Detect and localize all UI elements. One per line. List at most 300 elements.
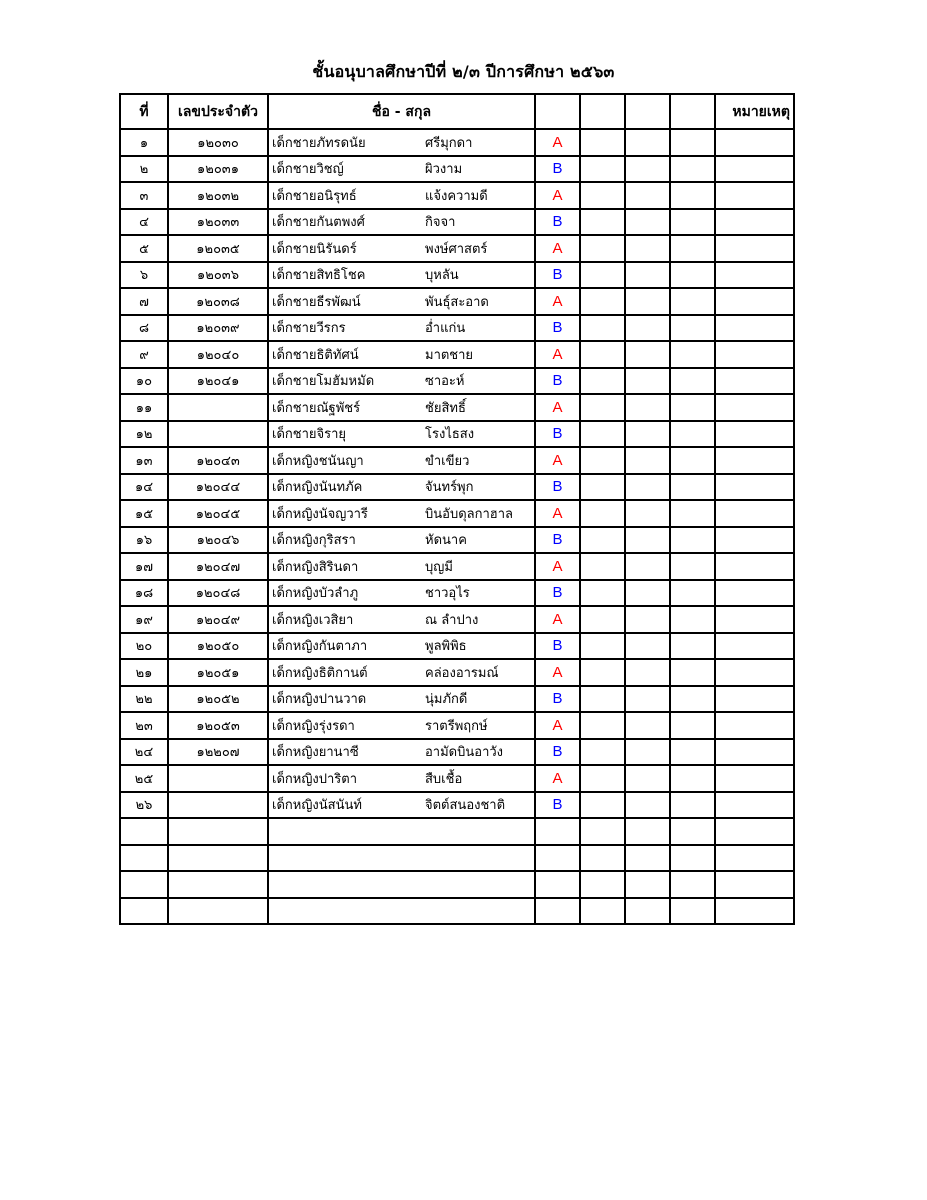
group-label: B bbox=[535, 156, 580, 183]
first-name: เด็กหญิงธิติกานต์ bbox=[272, 665, 368, 681]
last-name: แจ้งความดี bbox=[425, 188, 488, 204]
student-id: ๑๒๐๓๙ bbox=[168, 315, 268, 342]
note-cell bbox=[715, 262, 794, 289]
student-name-cell bbox=[268, 129, 535, 156]
note-cell bbox=[715, 580, 794, 607]
first-name: เด็กหญิงนัสนันท์ bbox=[272, 798, 362, 814]
last-name: บุหลัน bbox=[425, 268, 459, 284]
header-blank-4 bbox=[670, 94, 715, 129]
note-cell bbox=[715, 606, 794, 633]
empty-cell bbox=[625, 606, 670, 633]
last-name: นุ่มภักดี bbox=[425, 692, 468, 708]
note-cell bbox=[715, 474, 794, 501]
row-number: ๒๐ bbox=[120, 633, 168, 660]
group-label: B bbox=[535, 527, 580, 554]
empty-cell bbox=[625, 818, 670, 845]
last-name: พูลพิพิธ bbox=[425, 639, 467, 655]
student-name-cell bbox=[268, 553, 535, 580]
note-cell bbox=[715, 315, 794, 342]
empty-cell bbox=[670, 156, 715, 183]
last-name: หัดนาค bbox=[425, 533, 467, 549]
last-name: อามัดบินอาวัง bbox=[425, 745, 504, 761]
student-id: ๑๒๐๓๒ bbox=[168, 182, 268, 209]
empty-row bbox=[120, 818, 794, 845]
empty-cell bbox=[580, 368, 625, 395]
group-label: B bbox=[535, 580, 580, 607]
student-name-cell bbox=[268, 527, 535, 554]
group-label: B bbox=[535, 633, 580, 660]
table-row bbox=[120, 553, 794, 580]
empty-cell bbox=[670, 633, 715, 660]
student-name-cell bbox=[268, 341, 535, 368]
empty-cell bbox=[625, 898, 670, 925]
empty-cell bbox=[580, 659, 625, 686]
table-row bbox=[120, 209, 794, 236]
group-label: B bbox=[535, 262, 580, 289]
empty-cell bbox=[535, 898, 580, 925]
empty-cell bbox=[625, 235, 670, 262]
student-roster-table bbox=[119, 93, 795, 925]
empty-cell bbox=[670, 341, 715, 368]
empty-cell bbox=[580, 209, 625, 236]
empty-cell bbox=[715, 898, 794, 925]
empty-cell bbox=[580, 818, 625, 845]
student-name-cell bbox=[268, 315, 535, 342]
note-cell bbox=[715, 288, 794, 315]
empty-cell bbox=[625, 394, 670, 421]
header-blank-2 bbox=[580, 94, 625, 129]
empty-cell bbox=[625, 845, 670, 872]
empty-cell bbox=[625, 262, 670, 289]
note-cell bbox=[715, 156, 794, 183]
empty-cell bbox=[625, 527, 670, 554]
table-row bbox=[120, 739, 794, 766]
first-name: เด็กหญิงกุริสรา bbox=[272, 533, 356, 549]
first-name: เด็กชายภัทรดนัย bbox=[272, 135, 366, 151]
empty-cell bbox=[625, 659, 670, 686]
empty-cell bbox=[670, 474, 715, 501]
empty-cell bbox=[670, 368, 715, 395]
empty-cell bbox=[625, 368, 670, 395]
empty-cell bbox=[580, 129, 625, 156]
table-row bbox=[120, 474, 794, 501]
row-number: ๖ bbox=[120, 262, 168, 289]
row-number: ๑ bbox=[120, 129, 168, 156]
last-name: โรงไธสง bbox=[425, 427, 475, 443]
student-name-cell bbox=[268, 792, 535, 819]
empty-row bbox=[120, 898, 794, 925]
group-label: B bbox=[535, 686, 580, 713]
empty-cell bbox=[168, 898, 268, 925]
row-number: ๒๒ bbox=[120, 686, 168, 713]
table-row bbox=[120, 606, 794, 633]
empty-cell bbox=[580, 871, 625, 898]
empty-cell bbox=[580, 235, 625, 262]
empty-row bbox=[120, 845, 794, 872]
group-label: A bbox=[535, 129, 580, 156]
last-name: คล่องอารมณ์ bbox=[425, 665, 499, 681]
empty-cell bbox=[268, 898, 535, 925]
empty-cell bbox=[625, 421, 670, 448]
student-name-cell bbox=[268, 712, 535, 739]
table-row bbox=[120, 421, 794, 448]
student-name-cell bbox=[268, 235, 535, 262]
student-id bbox=[168, 421, 268, 448]
group-label: A bbox=[535, 712, 580, 739]
student-id: ๑๒๐๕๓ bbox=[168, 712, 268, 739]
first-name: เด็กหญิงปานวาด bbox=[272, 692, 367, 708]
empty-cell bbox=[625, 712, 670, 739]
first-name: เด็กชายสิทธิโชค bbox=[272, 268, 366, 284]
last-name: พงษ์ศาสตร์ bbox=[425, 241, 488, 257]
table-row bbox=[120, 792, 794, 819]
header-blank-1 bbox=[535, 94, 580, 129]
empty-cell bbox=[268, 818, 535, 845]
header-blank-3 bbox=[625, 94, 670, 129]
empty-cell bbox=[625, 553, 670, 580]
empty-cell bbox=[625, 871, 670, 898]
first-name: เด็กชายนิรันดร์ bbox=[272, 241, 357, 257]
row-number: ๑๒ bbox=[120, 421, 168, 448]
note-cell bbox=[715, 659, 794, 686]
empty-cell bbox=[670, 553, 715, 580]
empty-cell bbox=[670, 792, 715, 819]
first-name: เด็กชายโมฮัมหมัด bbox=[272, 374, 375, 390]
last-name: อ่ำแก่น bbox=[425, 321, 466, 337]
first-name: เด็กหญิงนันทภัค bbox=[272, 480, 363, 496]
empty-cell bbox=[580, 606, 625, 633]
empty-cell bbox=[580, 527, 625, 554]
student-id: ๑๒๐๓๖ bbox=[168, 262, 268, 289]
empty-cell bbox=[580, 315, 625, 342]
empty-cell bbox=[120, 898, 168, 925]
row-number: ๑๘ bbox=[120, 580, 168, 607]
empty-cell bbox=[670, 712, 715, 739]
row-number: ๒๕ bbox=[120, 765, 168, 792]
empty-cell bbox=[580, 421, 625, 448]
empty-cell bbox=[670, 394, 715, 421]
row-number: ๒๓ bbox=[120, 712, 168, 739]
empty-cell bbox=[625, 182, 670, 209]
header-student-id: เลขประจำตัว bbox=[168, 94, 268, 129]
empty-cell bbox=[670, 871, 715, 898]
empty-cell bbox=[168, 818, 268, 845]
group-label: A bbox=[535, 553, 580, 580]
empty-cell bbox=[670, 500, 715, 527]
first-name: เด็กหญิงนัจญวารี bbox=[272, 506, 368, 522]
student-id: ๑๒๐๕๒ bbox=[168, 686, 268, 713]
first-name: เด็กชายธิติทัศน์ bbox=[272, 347, 359, 363]
empty-cell bbox=[715, 871, 794, 898]
last-name: มาตชาย bbox=[425, 347, 474, 363]
header-no: ที่ bbox=[120, 94, 168, 129]
empty-cell bbox=[580, 845, 625, 872]
empty-cell bbox=[715, 845, 794, 872]
table-row bbox=[120, 712, 794, 739]
student-name-cell bbox=[268, 394, 535, 421]
empty-cell bbox=[670, 659, 715, 686]
last-name: บุญมี bbox=[425, 559, 453, 575]
student-name-cell bbox=[268, 474, 535, 501]
last-name: สืบเชื้อ bbox=[425, 771, 463, 787]
group-label: B bbox=[535, 315, 580, 342]
first-name: เด็กหญิงยานาซี bbox=[272, 745, 359, 761]
last-name: ซาอะห์ bbox=[425, 374, 465, 390]
student-name-cell bbox=[268, 659, 535, 686]
empty-cell bbox=[670, 606, 715, 633]
student-id: ๑๒๐๕๑ bbox=[168, 659, 268, 686]
last-name: ผิวงาม bbox=[425, 162, 463, 178]
student-id bbox=[168, 394, 268, 421]
table-row bbox=[120, 315, 794, 342]
empty-cell bbox=[580, 500, 625, 527]
row-number: ๑๑ bbox=[120, 394, 168, 421]
empty-cell bbox=[670, 898, 715, 925]
last-name: ณ ลำปาง bbox=[425, 612, 479, 628]
student-id: ๑๒๐๔๖ bbox=[168, 527, 268, 554]
student-name-cell bbox=[268, 262, 535, 289]
group-label: B bbox=[535, 421, 580, 448]
note-cell bbox=[715, 500, 794, 527]
first-name: เด็กหญิงปาริตา bbox=[272, 771, 358, 787]
group-label: B bbox=[535, 474, 580, 501]
row-number: ๕ bbox=[120, 235, 168, 262]
note-cell bbox=[715, 712, 794, 739]
table-row bbox=[120, 129, 794, 156]
empty-cell bbox=[670, 818, 715, 845]
empty-cell bbox=[168, 845, 268, 872]
last-name: บินอับดุลกาฮาล bbox=[425, 506, 513, 522]
empty-cell bbox=[625, 686, 670, 713]
note-cell bbox=[715, 368, 794, 395]
row-number: ๑๙ bbox=[120, 606, 168, 633]
student-id: ๑๒๐๔๑ bbox=[168, 368, 268, 395]
group-label: B bbox=[535, 792, 580, 819]
table-row bbox=[120, 368, 794, 395]
row-number: ๙ bbox=[120, 341, 168, 368]
empty-cell bbox=[120, 845, 168, 872]
empty-cell bbox=[580, 765, 625, 792]
note-cell bbox=[715, 765, 794, 792]
empty-cell bbox=[670, 765, 715, 792]
table-row bbox=[120, 182, 794, 209]
group-label: B bbox=[535, 368, 580, 395]
student-name-cell bbox=[268, 765, 535, 792]
first-name: เด็กชายกันตพงศ์ bbox=[272, 215, 365, 231]
empty-cell bbox=[580, 447, 625, 474]
empty-cell bbox=[535, 871, 580, 898]
note-cell bbox=[715, 633, 794, 660]
empty-cell bbox=[670, 182, 715, 209]
last-name: ราตรีพฤกษ์ bbox=[425, 718, 488, 734]
student-name-cell bbox=[268, 606, 535, 633]
student-id: ๑๒๐๔๐ bbox=[168, 341, 268, 368]
row-number: ๗ bbox=[120, 288, 168, 315]
empty-cell bbox=[580, 580, 625, 607]
first-name: เด็กชายจิรายุ bbox=[272, 427, 347, 443]
last-name: กิจจา bbox=[425, 215, 456, 231]
row-number: ๑๖ bbox=[120, 527, 168, 554]
first-name: เด็กหญิงชนันญา bbox=[272, 453, 364, 469]
student-id: ๑๒๐๔๗ bbox=[168, 553, 268, 580]
last-name: จันทร์พุก bbox=[425, 480, 474, 496]
table-row bbox=[120, 580, 794, 607]
row-number: ๑๓ bbox=[120, 447, 168, 474]
empty-cell bbox=[625, 633, 670, 660]
student-id: ๑๒๐๔๕ bbox=[168, 500, 268, 527]
empty-cell bbox=[625, 474, 670, 501]
student-id bbox=[168, 765, 268, 792]
group-label: A bbox=[535, 341, 580, 368]
row-number: ๓ bbox=[120, 182, 168, 209]
empty-cell bbox=[580, 686, 625, 713]
empty-cell bbox=[670, 686, 715, 713]
empty-cell bbox=[625, 739, 670, 766]
empty-cell bbox=[670, 739, 715, 766]
table-row bbox=[120, 156, 794, 183]
empty-cell bbox=[625, 792, 670, 819]
empty-cell bbox=[625, 288, 670, 315]
student-id: ๑๒๐๓๘ bbox=[168, 288, 268, 315]
table-row bbox=[120, 262, 794, 289]
group-label: A bbox=[535, 288, 580, 315]
empty-cell bbox=[535, 845, 580, 872]
note-cell bbox=[715, 792, 794, 819]
empty-cell bbox=[580, 792, 625, 819]
group-label: A bbox=[535, 394, 580, 421]
student-id: ๑๒๐๓๐ bbox=[168, 129, 268, 156]
header-name: ชื่อ - สกุล bbox=[268, 94, 535, 129]
empty-cell bbox=[670, 447, 715, 474]
empty-row bbox=[120, 871, 794, 898]
first-name: เด็กหญิงเวสิยา bbox=[272, 612, 354, 628]
last-name: ชัยสิทธิ์ bbox=[425, 400, 466, 416]
group-label: A bbox=[535, 500, 580, 527]
student-id: ๑๒๒๐๗ bbox=[168, 739, 268, 766]
student-name-cell bbox=[268, 421, 535, 448]
table-row bbox=[120, 686, 794, 713]
student-name-cell bbox=[268, 182, 535, 209]
student-id: ๑๒๐๔๓ bbox=[168, 447, 268, 474]
empty-cell bbox=[580, 288, 625, 315]
note-cell bbox=[715, 553, 794, 580]
empty-cell bbox=[580, 712, 625, 739]
row-number: ๒๖ bbox=[120, 792, 168, 819]
row-number: ๔ bbox=[120, 209, 168, 236]
empty-cell bbox=[625, 129, 670, 156]
first-name: เด็กหญิงสิรินดา bbox=[272, 559, 359, 575]
student-name-cell bbox=[268, 368, 535, 395]
empty-cell bbox=[670, 580, 715, 607]
empty-cell bbox=[120, 818, 168, 845]
empty-cell bbox=[580, 739, 625, 766]
empty-cell bbox=[670, 209, 715, 236]
first-name: เด็กชายธีรพัฒน์ bbox=[272, 294, 361, 310]
group-label: A bbox=[535, 235, 580, 262]
empty-cell bbox=[580, 182, 625, 209]
note-cell bbox=[715, 394, 794, 421]
student-id: ๑๒๐๕๐ bbox=[168, 633, 268, 660]
row-number: ๒๑ bbox=[120, 659, 168, 686]
note-cell bbox=[715, 686, 794, 713]
empty-cell bbox=[268, 871, 535, 898]
empty-cell bbox=[670, 288, 715, 315]
table-row bbox=[120, 659, 794, 686]
note-cell bbox=[715, 235, 794, 262]
student-name-cell bbox=[268, 739, 535, 766]
row-number: ๘ bbox=[120, 315, 168, 342]
student-id: ๑๒๐๓๕ bbox=[168, 235, 268, 262]
empty-cell bbox=[625, 209, 670, 236]
table-row bbox=[120, 341, 794, 368]
header-note: หมายเหตุ bbox=[715, 94, 794, 129]
group-label: A bbox=[535, 447, 580, 474]
note-cell bbox=[715, 527, 794, 554]
student-id: ๑๒๐๔๔ bbox=[168, 474, 268, 501]
empty-cell bbox=[670, 315, 715, 342]
last-name: พันธุ์สะอาด bbox=[425, 294, 489, 310]
empty-cell bbox=[625, 156, 670, 183]
last-name: ศรีมุกดา bbox=[425, 135, 473, 151]
empty-cell bbox=[715, 818, 794, 845]
student-id bbox=[168, 792, 268, 819]
row-number: ๑๐ bbox=[120, 368, 168, 395]
empty-cell bbox=[580, 341, 625, 368]
row-number: ๒ bbox=[120, 156, 168, 183]
table-row bbox=[120, 235, 794, 262]
student-name-cell bbox=[268, 686, 535, 713]
empty-cell bbox=[670, 527, 715, 554]
first-name: เด็กชายวิชญ์ bbox=[272, 162, 344, 178]
table-row bbox=[120, 500, 794, 527]
note-cell bbox=[715, 421, 794, 448]
student-name-cell bbox=[268, 447, 535, 474]
student-id: ๑๒๐๔๘ bbox=[168, 580, 268, 607]
empty-cell bbox=[625, 447, 670, 474]
note-cell bbox=[715, 129, 794, 156]
table-row bbox=[120, 633, 794, 660]
empty-cell bbox=[670, 262, 715, 289]
note-cell bbox=[715, 209, 794, 236]
group-label: A bbox=[535, 182, 580, 209]
group-label: A bbox=[535, 606, 580, 633]
student-name-cell bbox=[268, 156, 535, 183]
row-number: ๑๕ bbox=[120, 500, 168, 527]
table-row bbox=[120, 394, 794, 421]
empty-cell bbox=[625, 315, 670, 342]
table-row bbox=[120, 447, 794, 474]
student-id: ๑๒๐๔๙ bbox=[168, 606, 268, 633]
empty-cell bbox=[580, 898, 625, 925]
note-cell bbox=[715, 182, 794, 209]
first-name: เด็กชายวีรกร bbox=[272, 321, 346, 337]
last-name: ขำเขียว bbox=[425, 453, 470, 469]
student-name-cell bbox=[268, 580, 535, 607]
empty-cell bbox=[580, 156, 625, 183]
empty-cell bbox=[670, 421, 715, 448]
student-name-cell bbox=[268, 500, 535, 527]
group-label: B bbox=[535, 209, 580, 236]
last-name: ชาวอุไร bbox=[425, 586, 470, 602]
first-name: เด็กหญิงรุ่งรดา bbox=[272, 718, 355, 734]
row-number: ๑๔ bbox=[120, 474, 168, 501]
empty-cell bbox=[580, 394, 625, 421]
student-id: ๑๒๐๓๑ bbox=[168, 156, 268, 183]
first-name: เด็กชายอนิรุทธ์ bbox=[272, 188, 357, 204]
empty-cell bbox=[535, 818, 580, 845]
row-number: ๒๔ bbox=[120, 739, 168, 766]
group-label: A bbox=[535, 765, 580, 792]
